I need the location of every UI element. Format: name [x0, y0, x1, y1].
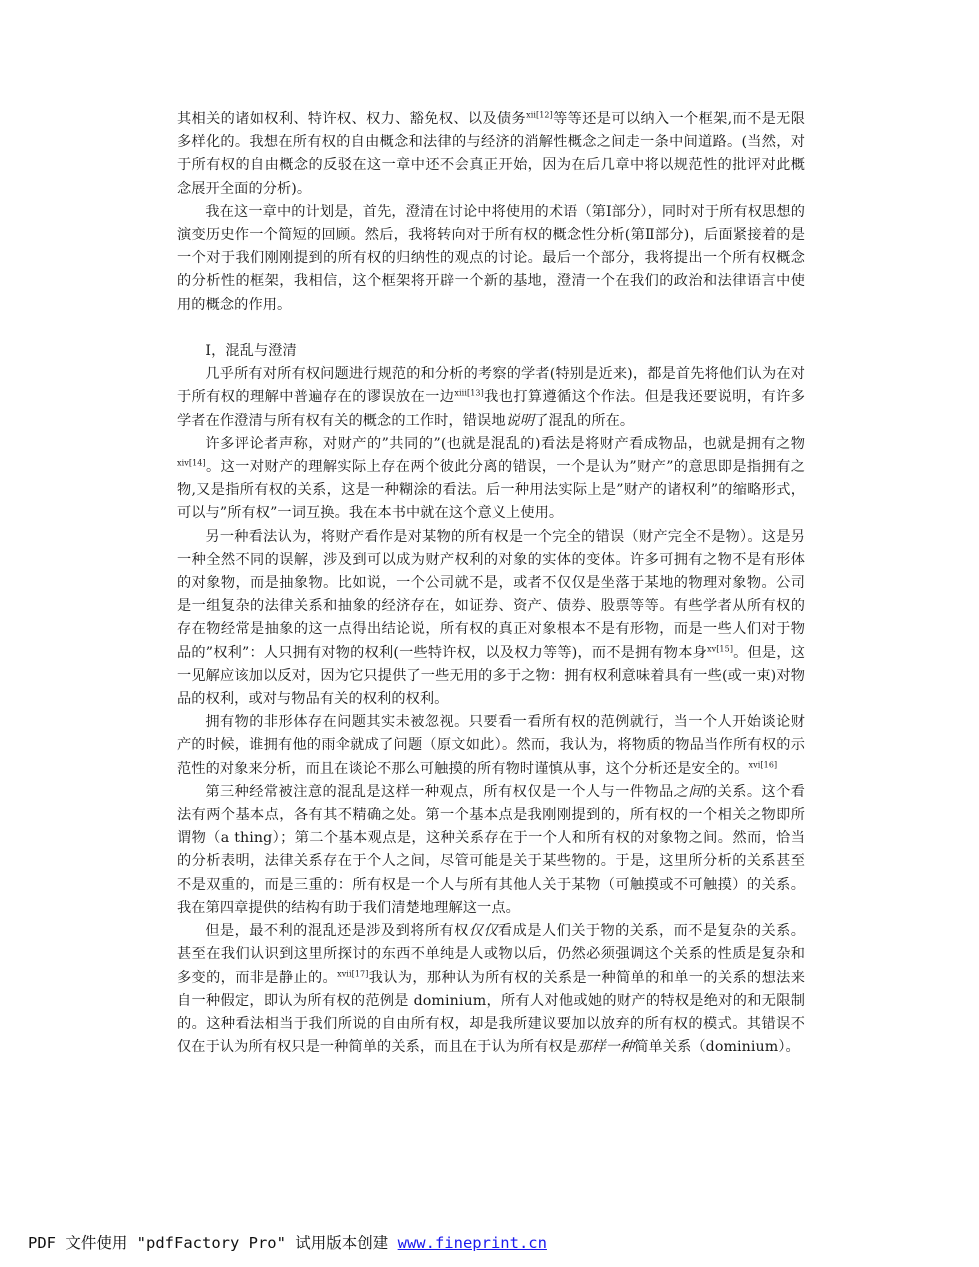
text-run: 。但是，这一见解应该加以反对，因为它只提供了一些无用的多于之物：拥有权利意味着具有一些(或一束)对物品的权利，或对与物品有关的权利的权利。 [177, 644, 805, 708]
footnote-ref: xiv[14] [177, 458, 206, 468]
footer-link[interactable]: www.fineprint.cn [397, 1234, 547, 1252]
paragraph [177, 711, 805, 781]
paragraph [177, 526, 805, 712]
paragraph [177, 433, 805, 526]
emphasis-text: 说明 [505, 412, 535, 429]
text-run: 我在这一章中的计划是，首先，澄清在讨论中将使用的术语（第Ⅰ部分），同时对于所有权思想的演变历史作一个简短的回顾。然后，我将转向对于所有权的概念性分析(第Ⅱ部分)，后面紧接着的是一个对于我们刚刚提到的所有权的归纳性的观点的讨论。最后一个部分，我将提出一个所有权概念的分析性的框架，我相信，这个框架将开辟一个新的基地，澄清一个在我们的政治和法律语言中使用的概念的作用。 [177, 203, 805, 313]
section-heading [177, 340, 805, 363]
footnote-ref: xii[12] [526, 110, 553, 120]
text-run: 等等还是可以纳入一个框架,而不是无限多样化的。我想在所有权的自由概念和法律的与经济的消解性概念之间走一条中间道路。(当然，对于所有权的自由概念的反驳在这一章中还不会真正开始，因为在后几章中将以规范性的批评对此概念展开全面的分析)。 [177, 111, 805, 197]
text-run: 几乎所有对所有权问题进行规范的和分析的考察的学者(特别是近来)，都是首先将他们认为在对于所有权的理解中普遍存在的谬误放在一边 [177, 366, 805, 406]
paragraph [177, 363, 805, 433]
text-run: 简单关系（dominium）。 [634, 1039, 800, 1056]
pdf-footer [28, 1231, 547, 1253]
paragraph [177, 781, 805, 920]
footnote-ref: xiii[13] [454, 388, 484, 398]
text-run: 但是，最不利的混乱还是涉及到将所有权 [205, 923, 469, 940]
footnote-ref: xvi[16] [748, 759, 778, 769]
paragraph [177, 201, 805, 317]
text-run: 我认为，那种认为所有权的关系是一种简单的和单一的关系的想法来自一种假定，即认为所有权的范例是 dominium，所有人对他或她的财产的特权是绝对的和无限制的。这种看法相当于我们所说的自由所有权，却是我所建议要加以放弃的所有权的模式。其错误不仅在于认为所有权只是一种简单的关系，而且在于认为所有权是 [177, 969, 805, 1056]
emphasis-text: 仅仅 [468, 923, 499, 940]
text-run: 的关系。这个看法有两个基本点，各有其不精确之处。第一个基本点是我刚刚提到的，所有权的一个相关之物即所谓物（a thing）；第二个基本观点是，这种关系存在于一个人和所有权的对象物之间。然而，恰当的分析表明，法律关系存在于个人之间，尽管可能是关于某些物的。于是，这里所分析的关系甚至不是双重的，而是三重的：所有权是一个人与所有其他人关于某物（可触摸或不可触摸）的关系。我在第四章提供的结构有助于我们清楚地理解这一点。 [177, 783, 806, 916]
text-run: 其相关的诸如权利、特许权、权力、豁免权、以及债务 [177, 111, 527, 127]
text-run: 拥有物的非形体存在问题其实未被忽视。只要看一看所有权的范例就行，当一个人开始谈论财产的时候，谁拥有他的雨伞就成了问题（原文如此）。然而，我认为，将物质的物品当作所有权的示范性的对象来分析，而且在谈论不那么可触摸的所有物时谨慎从事，这个分析还是安全的。 [177, 714, 805, 777]
paragraph [177, 920, 805, 1059]
text-run: 了混乱的所在。 [534, 412, 635, 429]
text-run: 。这一对财产的理解实际上存在两个彼此分离的错误，一个是认为”财产”的意思即是指拥有之物,又是指所有权的关系，这是一种糊涂的看法。后一种用法实际上是”财产的诸权利”的缩略形式，可以与”所有权”一词互换。我在本书中就在这个意义上使用。 [177, 459, 805, 522]
paragraph [177, 108, 805, 201]
footnote-ref: xvii[17] [337, 968, 369, 978]
text-run: 许多评论者声称，对财产的”共同的”(也就是混乱的)看法是将财产看成物品，也就是拥有之物 [205, 435, 805, 452]
text-run: Ⅰ，混乱与澄清 [205, 343, 297, 360]
text-run: 另一种看法认为，将财产看作是对某物的所有权是一个完全的错误（财产完全不是物）。这是另一种全然不同的误解，涉及到可以成为财产权利的对象的实体的变体。许多可拥有之物不是有形体的对象物，而是抽象物。比如说，一个公司就不是，或者不仅仅是坐落于某地的物理对象物。公司是一组复杂的法律关系和抽象的经济存在，如证券、资产、债券、股票等等。有些学者从所有权的存在物经常是抽象的这一点得出结论说，所有权的真正对象根本不是有形物，而是一些人们对于物品的”权利”：人只拥有对物的权利(一些特许权，以及权力等等)，而不是拥有物本身 [177, 528, 805, 661]
paragraph-gap [177, 317, 805, 340]
emphasis-text: 那样一种 [577, 1039, 635, 1056]
footnote-ref: xv[15] [706, 643, 734, 653]
footer-text: PDF 文件使用 "pdfFactory Pro" 试用版本创建 [28, 1234, 398, 1252]
text-run: 第三种经常被注意的混乱是这样一种观点，所有权仅是一个人与一件物品 [205, 783, 674, 800]
text-run: 我也打算遵循这个作法。但是我还要说明，有许多学者在作澄清与所有权有关的概念的工作时，错误地 [177, 389, 805, 429]
document-body [177, 108, 805, 1059]
emphasis-text: 之间 [673, 783, 703, 800]
text-run: 看成是人们关于物的关系，而不是复杂的关系。甚至在我们认识到这里所探讨的东西不单纯是人或物以后，仍然必须强调这个关系的性质是复杂和多变的，而非是静止的。 [177, 923, 805, 986]
